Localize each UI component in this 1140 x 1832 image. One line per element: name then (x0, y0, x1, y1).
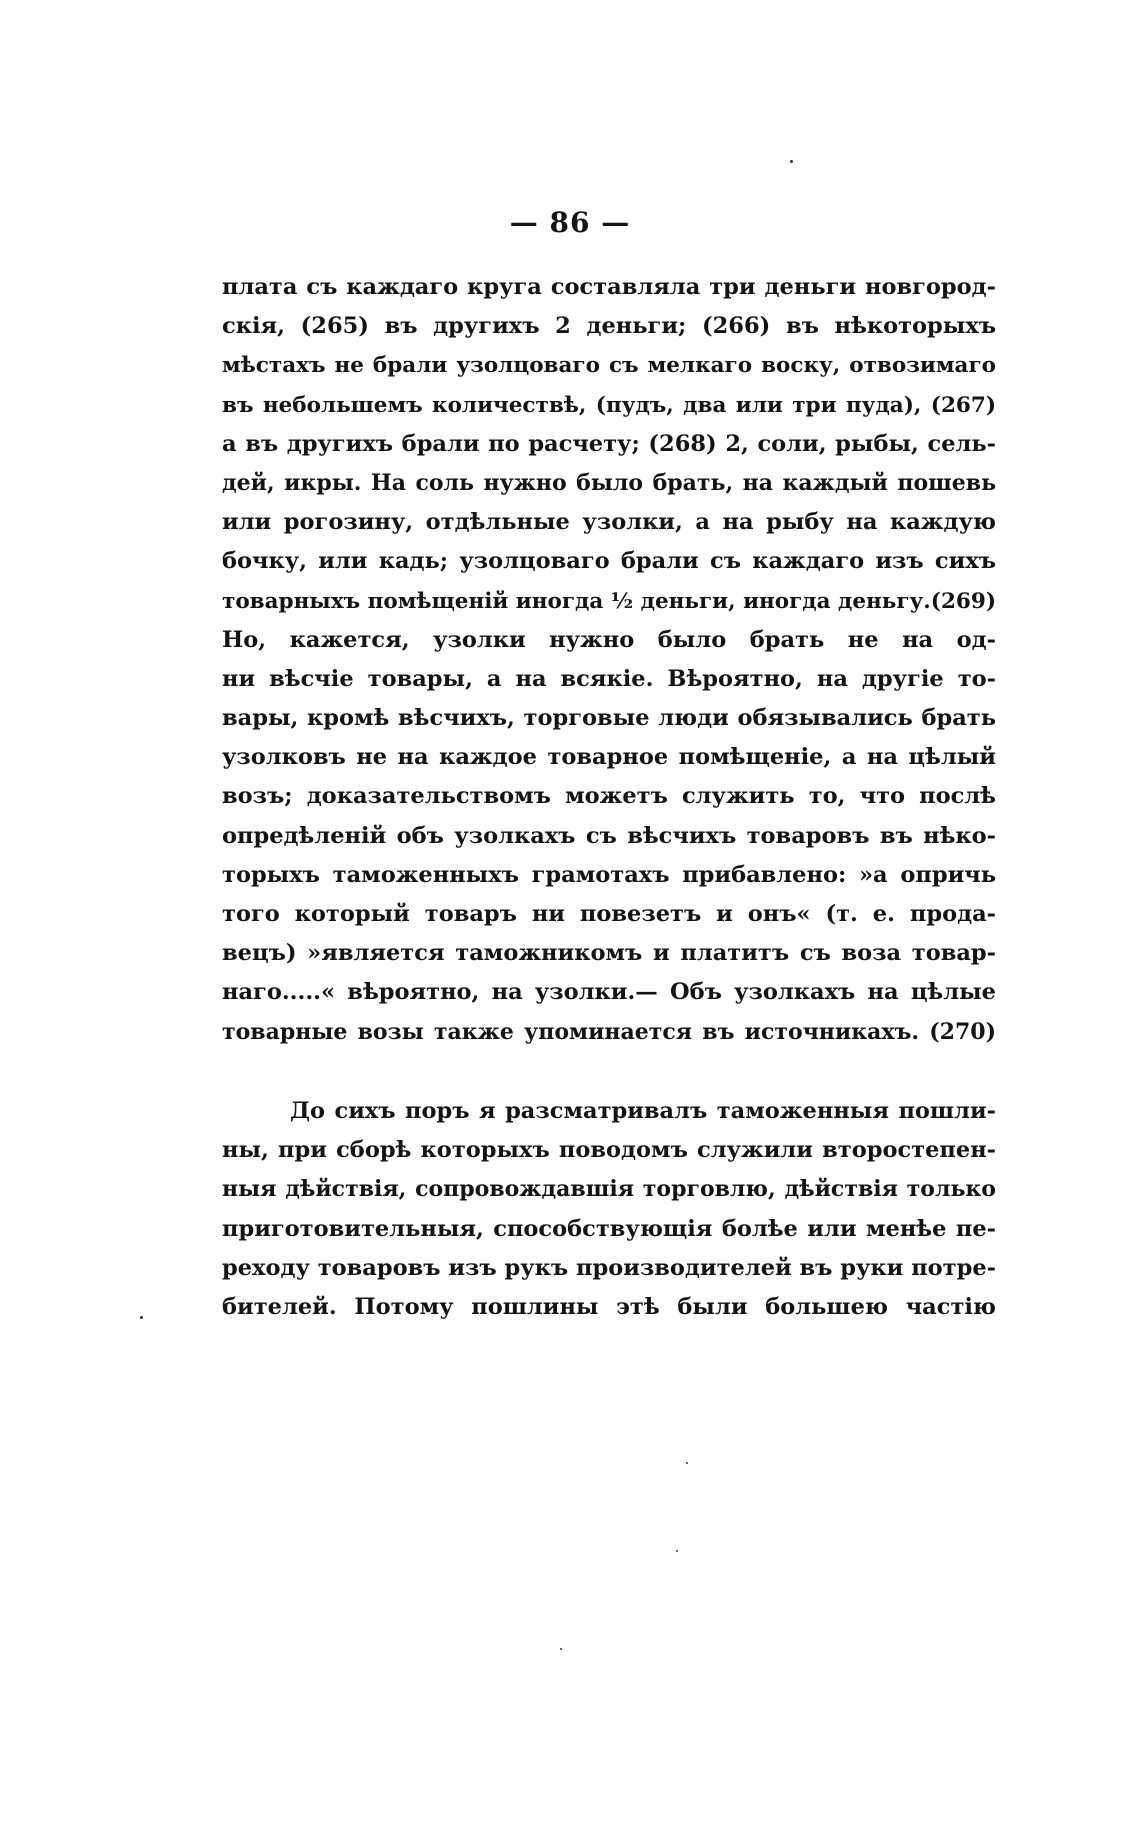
scan-speck (790, 160, 793, 163)
text-line: ныя дѣйствія, сопровождавшія торговлю, дѣйствія только (222, 1176, 996, 1203)
text-line: товарныхъ помѣщеній иногда ½ деньги, иногда деньгу.(269) (222, 588, 997, 614)
text-line: приготовительныя, способствующія болѣе или менѣе пе- (222, 1215, 996, 1242)
text-line: а въ другихъ брали по расчету; (268) 2, соли, рыбы, сель- (222, 430, 996, 457)
text-line: плата съ каждаго круга составляла три деньги новгород- (222, 274, 996, 300)
text-line: возъ; доказательствомъ можетъ служить то, что послѣ (222, 783, 996, 810)
text-line: мѣстахъ не брали узолцоваго съ мелкаго воску, отвозимаго (222, 353, 996, 379)
scan-speck (560, 1648, 562, 1650)
text-line: Но, кажется, узолки нужно было брать не на од- (222, 626, 996, 653)
text-line: или рогозину, отдѣльные узолки, а на рыбу на каждую (222, 509, 996, 536)
text-line: бителей. Потому пошлины этѣ были большею частію (222, 1293, 996, 1320)
scan-speck (140, 1316, 143, 1319)
text-line: реходу товаровъ изъ рукъ производителей въ руки потре- (222, 1254, 996, 1281)
text-line: въ небольшемъ количествѣ, (пудъ, два или три пуда), (267) (222, 392, 996, 418)
text-line: того который товаръ ни повезетъ и онъ« (т. е. прода- (222, 901, 996, 927)
text-line: дей, икры. На соль нужно было брать, на каждый пошевь (222, 469, 996, 496)
text-line: До сихъ поръ я разсматривалъ таможенныя пошли- (290, 1098, 996, 1124)
text-line: вары, кромѣ вѣсчихъ, торговые люди обязывались брать (222, 705, 996, 732)
paragraph-1 (222, 268, 996, 1052)
page-number: — 86 — (509, 206, 631, 239)
text-line: торыхъ таможенныхъ грамотахъ прибавлено: »а опричь (222, 861, 996, 888)
text-line: наго.....« вѣроятно, на узолки.— Объ узолкахъ на цѣлые (222, 979, 996, 1006)
text-line: опредѣленій объ узолкахъ съ вѣсчихъ товаровъ въ нѣко- (222, 822, 996, 849)
text-line: ни вѣсчіе товары, а на всякіе. Вѣроятно, на другіе то- (222, 665, 996, 692)
text-line: вецъ) »является таможникомъ и платитъ съ воза товар- (222, 940, 996, 967)
text-line: ны, при сборѣ которыхъ поводомъ служили второстепен- (222, 1137, 996, 1164)
text-line: скія, (265) въ другихъ 2 деньги; (266) въ нѣкоторыхъ (222, 313, 996, 340)
scan-speck (676, 1550, 678, 1552)
paragraph-2 (222, 1092, 996, 1327)
text-line: узолковъ не на каждое товарное помѣщеніе, а на цѣлый (222, 744, 996, 771)
scan-speck (686, 1462, 688, 1464)
text-line: товарные возы также упоминается въ источникахъ. (270) (222, 1018, 996, 1045)
text-line: бочку, или кадь; узолцоваго брали съ каждаго изъ сихъ (222, 548, 996, 575)
